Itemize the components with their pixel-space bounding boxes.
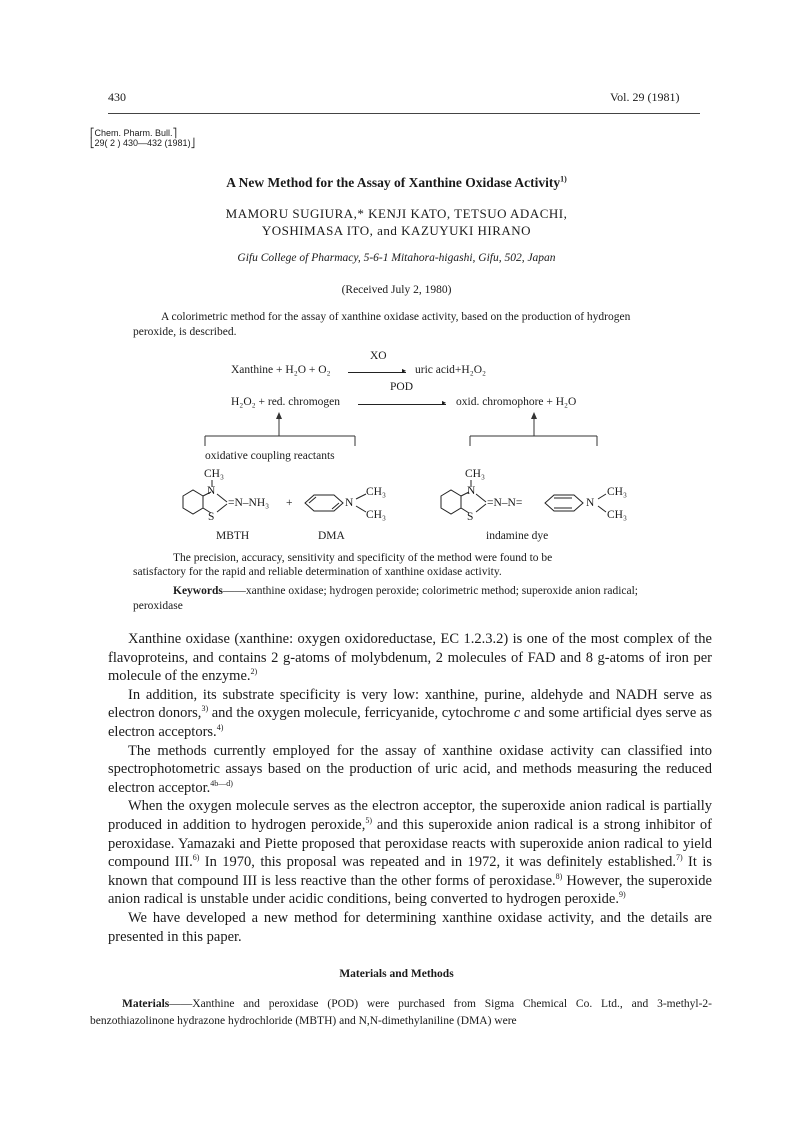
journal-ref-line1: ⎡Chem. Pharm. Bull.⎤ [90,128,178,138]
title-footnote-mark: 1) [560,174,567,184]
enzyme-pod-label: POD [390,381,414,393]
volume-label: Vol. 29 (1981) [610,90,680,104]
journal-reference [90,128,195,148]
dye-ch3-top: CH₃ [607,486,627,498]
materials-label: Materials [122,998,170,1010]
journal-ref-line2: ⎣29( 2 ) 430—432 (1981)⎦ [90,138,196,148]
authors-line2: YOSHIMASA ITO, and KAZUYUKI HIRANO [261,223,532,238]
reaction1-left: Xanthine + H₂O + O₂ [231,364,331,376]
mbth-label: MBTH [216,530,250,542]
dye-ch3: CH₃ [465,468,485,480]
abstract-text: A colorimetric method for the assay of xanthine oxidase activity, based on the production of hydrogen peroxide, is described. [133,311,631,338]
mbth-s: S [208,511,215,523]
dye-ch3-bottom: CH₃ [607,509,627,521]
indamine-structure [441,480,606,514]
page-number: 430 [108,90,126,104]
keywords-text: xanthine oxidase; hydrogen peroxide; colorimetric method; superoxide anion radical; peroxidase [133,585,639,612]
dma-ch3-top: CH₃ [366,486,386,498]
left-up-arrowhead [276,412,282,419]
paragraph-2: In addition, its substrate specificity is very low: xanthine, purine, aldehyde and NADH serve as electron donors,$^{3)}$ and the oxygen molecule, ferricyanide, cytochrome c and some artificial dyes serve as electron acceptors.$^{4)}$ [108,686,712,740]
coupling-reactants-label: oxidative coupling reactants [205,450,335,462]
dma-label: DMA [318,530,345,542]
dye-s: S [467,511,474,523]
mbth-structure [183,480,227,514]
indamine-dye-label: indamine dye [486,530,549,542]
reaction1-arrow [348,372,406,373]
abstract [133,310,673,340]
body-text [108,630,712,946]
reaction1-right: uric acid+H₂O₂ [415,364,487,376]
paragraph-1: Xanthine oxidase (xanthine: oxygen oxidoreductase, EC 1.2.3.2) is one of the most complex of the flavoproteins, and contains 2 g-atoms of molybdenum, 2 molecules of FAD and 8 g-atoms of iron per molecule of the enzyme.$^{2)}$ [108,631,712,685]
right-bracket [470,418,597,446]
reaction2-left: H₂O₂ + red. chromogen [231,396,341,408]
section-title: Materials and Methods [339,968,454,980]
paragraph-4: When the oxygen molecule serves as the electron acceptor, the superoxide anion radical is partially produced in addition to hydrogen peroxide,$^{5)}$ and this superoxide anion radical is a strong inhibitor of peroxidase. Yamazaki and Piette proposed that peroxidase reacts with superoxide anion radical to yield compound III.$^{6)}$ In 1970, this proposal was repeated and in 1972, it was definitely established.$^{7)}$ It is known that compound III is less reactive than the other forms of peroxidase.$^{8)}$ However, the superoxide anion radical is unstable under acidic conditions, being converted to hydrogen peroxide.$^{9)}$ [108,798,712,908]
left-bracket [205,418,355,446]
enzyme-xo-label: XO [370,350,387,362]
dye-azo: =N–N= [487,497,523,509]
dma-n: N [345,497,354,509]
mbth-hydrazone: =N–NH₃ [228,497,270,509]
received-date: (Received July 2, 1980) [341,284,452,296]
plus-sign: + [286,497,293,509]
reaction1-arrowhead: ▸ [402,366,407,375]
dye-n: N [467,485,476,497]
dma-ch3-bottom: CH₃ [366,509,386,521]
right-up-arrowhead [531,412,537,419]
materials-paragraph [90,996,712,1030]
reaction2-arrowhead: ▸ [442,398,447,407]
precision-line2: satisfactory for the rapid and reliable determination of xanthine oxidase activity. [133,566,502,578]
dma-structure [305,494,366,512]
dye-n-plus: N [586,497,595,509]
authors [0,205,793,239]
paragraph-5: We have developed a new method for determining xanthine oxidase activity, and the details are presented in this paper. [108,909,712,945]
authors-line1: MAMORU SUGIURA,* KENJI KATO, TETSUO ADACHI, [225,206,568,221]
materials-text: Xanthine and peroxidase (POD) were purchased from Sigma Chemical Co. Ltd., and 3-methyl-2-benzothiazolinone hydrazone hydrochloride (MBTH) and N,N-dimethylaniline (DMA) were [90,998,712,1027]
header-rule [108,113,700,114]
affiliation: Gifu College of Pharmacy, 5-6-1 Mitahora-higashi, Gifu, 502, Japan [237,252,556,264]
paragraph-3: The methods currently employed for the assay of xanthine oxidase activity can classified into spectrophotometric assays based on the production of uric acid, and methods measuring the reduced electron acceptor.$^{4b—d)}$ [108,742,712,796]
reaction2-right: oxid. chromophore + H₂O [456,396,577,408]
keywords [133,584,673,614]
materials-dash: —— [169,998,193,1010]
reaction2-arrow [358,404,446,405]
mbth-ch3: CH₃ [204,468,224,480]
paper-title: A New Method for the Assay of Xanthine Oxidase Activity$^{1)}$ [226,174,567,190]
mbth-n: N [207,485,216,497]
precision-line1: The precision, accuracy, sensitivity and specificity of the method were found to be [173,552,553,564]
keywords-label: Keywords [173,585,223,597]
keywords-dash: —— [222,585,246,597]
